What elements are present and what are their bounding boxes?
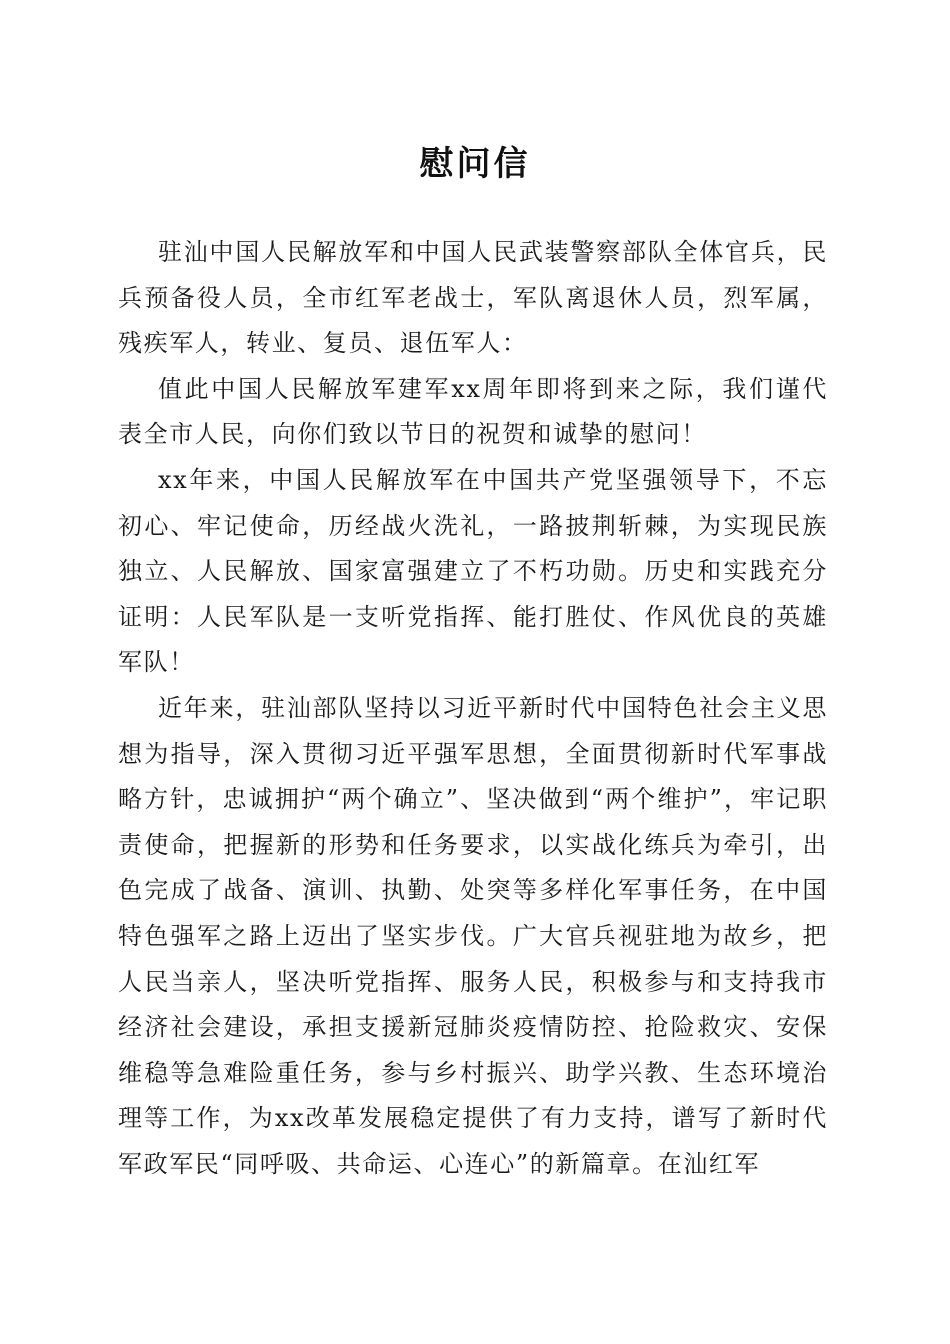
- greeting-paragraph: 值此中国人民解放军建军xx周年即将到来之际，我们谨代表全市人民，向你们致以节日的祝贺和诚挚的慰问！: [118, 374, 828, 449]
- salutation-paragraph: 驻汕中国人民解放军和中国人民武装警察部队全体官兵，民兵预备役人员，全市红军老战士，军队离退休人员，烈军属，残疾军人，转业、复员、退伍军人：: [118, 238, 828, 358]
- document-title: 慰问信: [419, 144, 531, 184]
- history-paragraph: xx年来，中国人民解放军在中国共产党坚强领导下，不忘初心、牢记使命，历经战火洗礼，一路披荆斩棘，为实现民族独立、人民解放、国家富强建立了不朽功勋。历史和实践充分证明：人民军队是一支听党指挥、能打胜仗、作风优良的英雄军队！: [118, 465, 828, 677]
- letter-body: [118, 230, 828, 1187]
- recent-years-paragraph: 近年来，驻汕部队坚持以习近平新时代中国特色社会主义思想为指导，深入贯彻习近平强军思想，全面贯彻新时代军事战略方针，忠诚拥护“两个确立”、坚决做到“两个维护”，牢记职责使命，把握新的形势和任务要求，以实战化练兵为牵引，出色完成了战备、演训、执勤、处突等多样化军事任务，在中国特色强军之路上迈出了坚实步伐。广大官兵视驻地为故乡，把人民当亲人，坚决听党指挥、服务人民，积极参与和支持我市经济社会建设，承担支援新冠肺炎疫情防控、抢险救灾、安保维稳等急难险重任务，参与乡村振兴、助学兴教、生态环境治理等工作，为xx改革发展稳定提供了有力支持，谱写了新时代军政军民“同呼吸、共命运、心连心”的新篇章。在汕红军: [118, 693, 828, 1178]
